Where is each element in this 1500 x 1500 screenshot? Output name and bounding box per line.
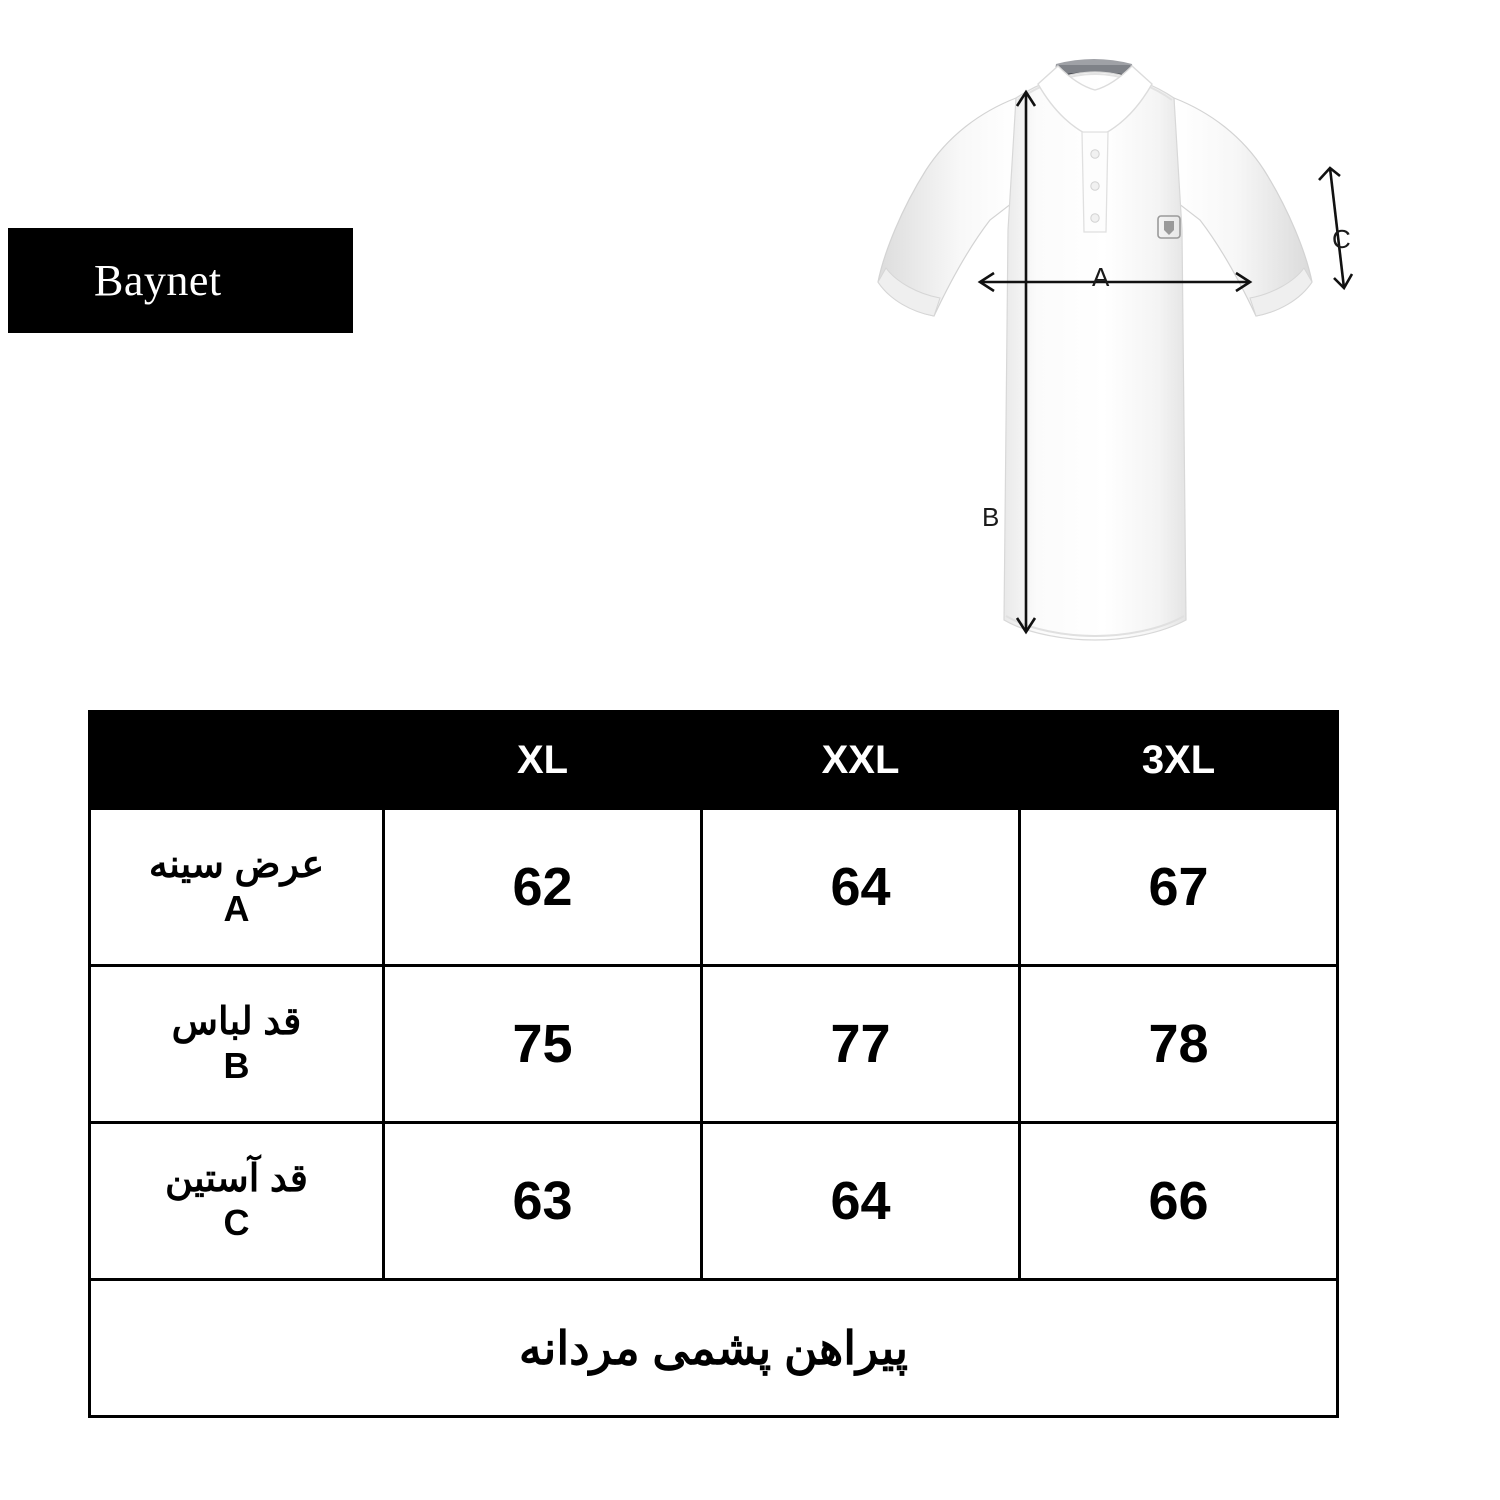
table-row [90,966,1338,1123]
column-header-measure [90,712,384,809]
product-title: پیراهن پشمی مردانه [90,1280,1338,1417]
row-label-chest [90,809,384,966]
row-label-sleeve [90,1123,384,1280]
row-label-sleeve-text: قد آستین [165,1158,308,1201]
cell-chest-xxl: 64 [702,809,1020,966]
table-row [90,809,1338,966]
column-header-xl: XL [384,712,702,809]
dimension-label-chest: A [1092,262,1110,292]
row-label-length-letter: B [223,1045,250,1087]
button-middle [1091,182,1099,190]
product-illustration [830,20,1390,680]
brand-logo-block [8,228,353,333]
row-label-sleeve-letter: C [223,1202,250,1244]
polo-shirt-svg [830,20,1390,680]
cell-sleeve-3xl: 66 [1020,1123,1338,1280]
cell-sleeve-xl: 63 [384,1123,702,1280]
cell-chest-xl: 62 [384,809,702,966]
column-header-3xl: 3XL [1020,712,1338,809]
button-top [1091,150,1099,158]
cell-length-xxl: 77 [702,966,1020,1123]
column-header-xxl: XXL [702,712,1020,809]
table-footer-row [90,1280,1338,1417]
dimension-label-sleeve: C [1332,224,1351,254]
cell-chest-3xl: 67 [1020,809,1338,966]
cell-length-3xl: 78 [1020,966,1338,1123]
row-label-length-text: قد لباس [171,1001,302,1044]
row-label-chest-letter: A [223,888,250,930]
row-label-length [90,966,384,1123]
cell-sleeve-xxl: 64 [702,1123,1020,1280]
dimension-label-length: B [982,502,1000,532]
button-bottom [1091,214,1099,222]
row-label-chest-text: عرض سینه [148,844,325,887]
cell-length-xl: 75 [384,966,702,1123]
table-row [90,1123,1338,1280]
brand-name: Baynet [94,256,222,305]
size-chart-table [88,710,1339,1418]
table-header-row [90,712,1338,809]
